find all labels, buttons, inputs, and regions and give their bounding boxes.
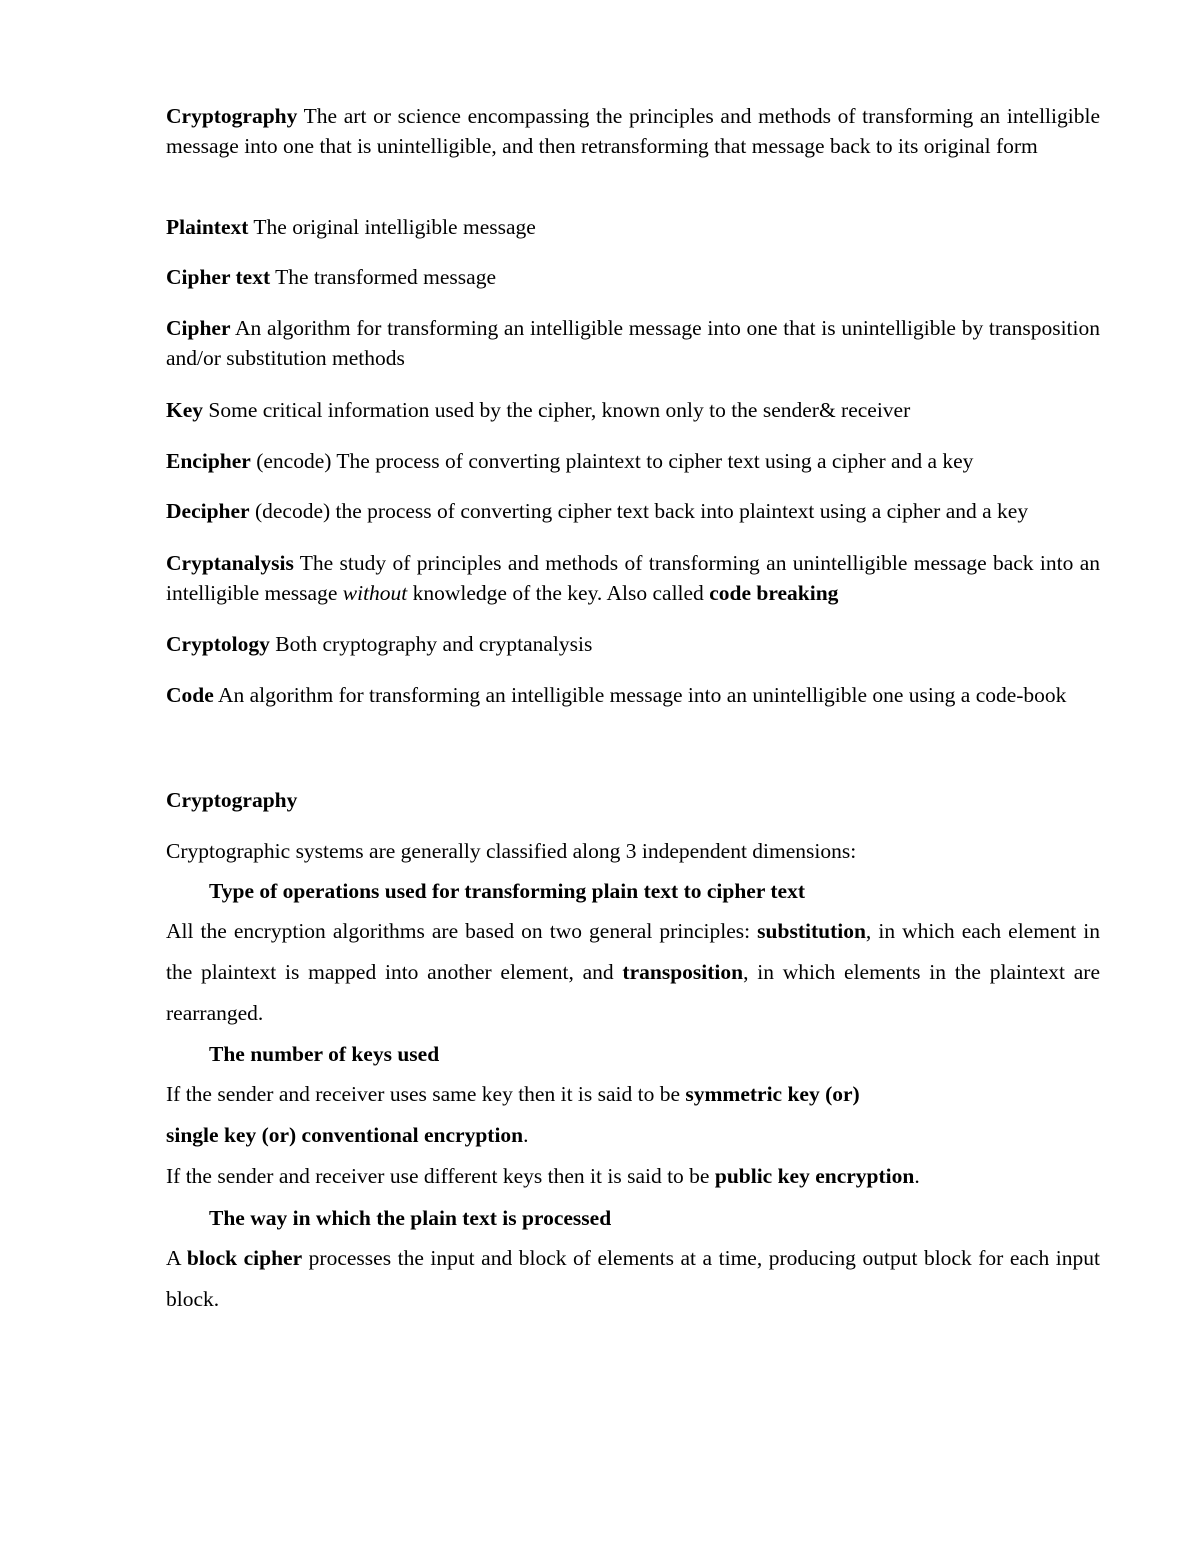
- bold-term: public key encryption: [714, 1164, 915, 1188]
- term: Cryptology: [166, 632, 270, 656]
- definition: (decode) the process of converting cipher text back into plaintext using a cipher and a key: [249, 499, 1029, 523]
- definition: (encode) The process of converting plaintext to cipher text using a cipher and a key: [250, 449, 974, 473]
- term: Cryptography: [166, 104, 298, 128]
- definition-encipher: [166, 446, 1100, 476]
- body-text: If the sender and receiver uses same key then it is said to be: [166, 1082, 686, 1106]
- definition: Both cryptography and cryptanalysis: [269, 632, 593, 656]
- definition: The art or science encompassing the principles and methods of transforming an intelligible message into one that is unintelligible, and then retransforming that message back to its original form: [166, 104, 1100, 158]
- definition: The study of principles and methods of transforming an unintelligible message back into an intelligible message: [166, 551, 1100, 605]
- term: Plaintext: [166, 215, 249, 239]
- dimension-3-heading-text: The way in which the plain text is processed: [209, 1206, 612, 1230]
- definition-cryptanalysis: [166, 548, 1100, 608]
- emphasis: without: [342, 581, 408, 605]
- definition-plaintext: [166, 212, 1100, 242]
- bold-term: symmetric key (or): [685, 1082, 860, 1106]
- body-text: All the encryption algorithms are based on two general principles:: [166, 919, 758, 943]
- bold-term: block cipher: [186, 1246, 303, 1270]
- dimension-2-line-2: [166, 1120, 1100, 1150]
- body-text: A: [166, 1246, 187, 1270]
- definition-code: [166, 680, 1100, 710]
- term: Decipher: [166, 499, 250, 523]
- dimension-3-body: [166, 1238, 1100, 1320]
- section-heading-text: Cryptography: [166, 788, 298, 812]
- body-text: , in which each element in the plaintext is mapped into another element, and: [166, 919, 1100, 984]
- definition-cipher-text: [166, 262, 1100, 292]
- term: Cryptanalysis: [166, 551, 294, 575]
- term: Encipher: [166, 449, 251, 473]
- dimension-3-heading: [209, 1203, 1100, 1233]
- definition-cipher: [166, 313, 1100, 373]
- body-text: , in which elements in the plaintext are rearranged.: [166, 960, 1100, 1025]
- term: Code: [166, 683, 214, 707]
- dimension-1-heading: [209, 876, 1100, 906]
- bold-term: transposition: [622, 960, 744, 984]
- definition: The original intelligible message: [248, 215, 536, 239]
- body-text: processes the input and block of elements at a time, producing output block for each input block.: [166, 1246, 1101, 1311]
- body-text: .: [914, 1164, 920, 1188]
- bold-term: single key (or) conventional encryption: [166, 1123, 524, 1147]
- definition: The transformed message: [270, 265, 496, 289]
- dimension-2-line-1: [166, 1079, 1100, 1109]
- dimension-2-line-3: [166, 1161, 1100, 1191]
- term: Cipher text: [166, 265, 271, 289]
- definition: Some critical information used by the cipher, known only to the sender& receiver: [203, 398, 911, 422]
- body-text: If the sender and receiver use different keys then it is said to be: [166, 1164, 715, 1188]
- body-text: .: [523, 1123, 529, 1147]
- dimension-1-body: [166, 911, 1100, 1034]
- term: Key: [166, 398, 204, 422]
- bold-term: substitution: [757, 919, 866, 943]
- definition-decipher: [166, 496, 1100, 526]
- definition: An algorithm for transforming an intelligible message into an unintelligible one using a code-book: [213, 683, 1067, 707]
- section-intro: Cryptographic systems are generally classified along 3 independent dimensions:: [166, 839, 857, 863]
- definition: An algorithm for transforming an intelligible message into one that is unintelligible by transposition and/or substitution methods: [166, 316, 1100, 370]
- definition-cryptography: [166, 101, 1100, 161]
- definition-key: [166, 395, 1100, 425]
- definition: knowledge of the key. Also called: [407, 581, 710, 605]
- dimension-1-heading-text: Type of operations used for transforming plain text to cipher text: [209, 879, 805, 903]
- dimension-2-heading: [209, 1039, 1100, 1069]
- term: Cipher: [166, 316, 231, 340]
- alias: code breaking: [709, 581, 839, 605]
- section-heading: [166, 785, 1100, 815]
- definition-cryptology: [166, 629, 1100, 659]
- dimension-2-heading-text: The number of keys used: [209, 1042, 440, 1066]
